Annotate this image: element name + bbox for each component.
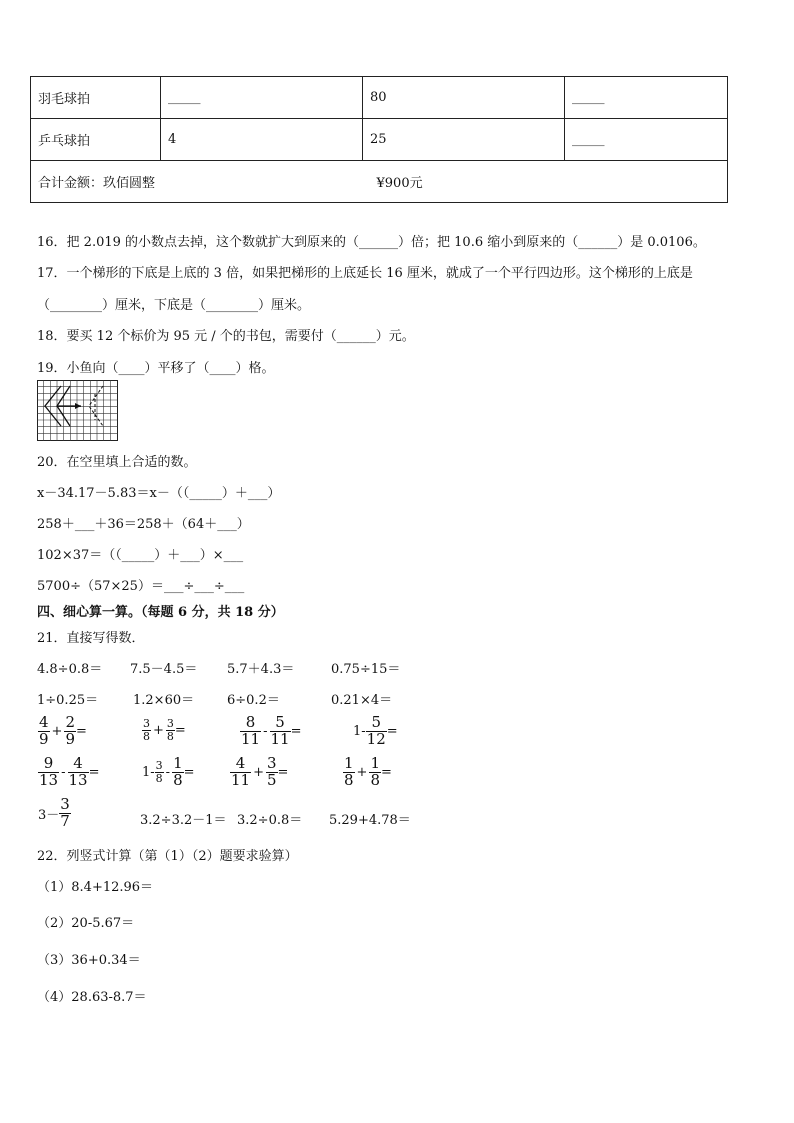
item-name: 羽毛球拍	[31, 77, 161, 119]
question-17-line1: 17．一个梯形的下底是上底的 3 倍，如果把梯形的上底延长 16 厘米，就成了一个平行四边形。这个梯形的上底是	[37, 266, 693, 281]
q22-item: （3）36+0.34＝	[37, 953, 141, 968]
item-name: 乒乓球拍	[31, 119, 161, 161]
fish-grid-figure	[37, 380, 119, 442]
calc-item: 3.2÷3.2－1＝	[140, 813, 227, 828]
fraction-calc: $\frac{9}{13}$ - $\frac{4}{13}$ =	[39, 754, 100, 789]
qty: 4	[161, 119, 363, 161]
total-label: 合计金额：玖佰圆整	[38, 176, 156, 191]
question-16: 16．把 2.019 的小数点去掉，这个数就扩大到原来的（______）倍；把 10.6 缩小到原来的（______）是 0.0106。	[37, 235, 706, 250]
table-row	[31, 119, 728, 161]
q22-item: （2）20-5.67＝	[37, 916, 135, 931]
calc-item: 6÷0.2＝	[227, 693, 280, 708]
total-value: ¥900元	[376, 176, 423, 191]
unit-price: 80	[363, 77, 565, 119]
q20-line3: 102×37＝（（_____）＋___）×___	[37, 548, 244, 563]
q20-line1: x－34.17－5.83＝x－（（_____）＋___）	[37, 486, 281, 501]
question-18: 18．要买 12 个标价为 95 元 / 个的书包，需要付（______）元。	[37, 329, 415, 344]
fraction-calc: 1- $\frac{5}{12}$ =	[353, 713, 398, 748]
fraction-calc: $\frac{8}{11}$ - $\frac{5}{11}$ =	[241, 713, 302, 748]
qty-blank[interactable]: _____	[161, 77, 363, 119]
total-blank[interactable]: _____	[565, 119, 728, 161]
calc-item: 1.2×60＝	[133, 693, 195, 708]
calc-item: 5.29+4.78＝	[329, 813, 411, 828]
q22-item: （4）28.63-8.7＝	[37, 990, 147, 1005]
section-4-title: 四、细心算一算。（每题 6 分，共 18 分）	[37, 605, 284, 620]
calc-item: 0.75÷15＝	[331, 662, 401, 677]
fraction-calc: $\frac{3}{8}$ + $\frac{3}{8}$ =	[143, 717, 186, 743]
table-row	[31, 77, 728, 119]
calc-item: 4.8÷0.8＝	[37, 662, 103, 677]
q22-item: （1）8.4+12.96＝	[37, 880, 154, 895]
question-19: 19．小鱼向（____）平移了（____）格。	[37, 361, 275, 376]
total-blank[interactable]: _____	[565, 77, 728, 119]
fraction-calc: $\frac{4}{11}$ + $\frac{3}{5}$ =	[231, 754, 289, 789]
question-20: 20．在空里填上合适的数。	[37, 455, 197, 470]
q20-line2: 258＋___＋36＝258＋（64＋___）	[37, 517, 250, 532]
fraction-calc: 1- $\frac{3}{8}$ - $\frac{1}{8}$ =	[142, 754, 195, 789]
q20-line4: 5700÷（57×25）＝___÷___÷___	[37, 579, 245, 594]
total-cell	[31, 161, 728, 203]
calc-item: 1÷0.25＝	[37, 693, 99, 708]
calc-item: 7.5－4.5＝	[130, 662, 198, 677]
question-17-line2: （________）厘米，下底是（________）厘米。	[37, 298, 311, 313]
question-21: 21．直接写得数．	[37, 631, 145, 646]
table-footer-row	[31, 161, 728, 203]
calc-item: 5.7＋4.3＝	[227, 662, 295, 677]
calc-item: 0.21×4＝	[331, 693, 393, 708]
unit-price: 25	[363, 119, 565, 161]
fraction-calc: 3－ $\frac{3}{7}$	[38, 795, 70, 830]
fraction-calc: $\frac{4}{9}$ + $\frac{2}{9}$ =	[39, 713, 87, 748]
question-22: 22．列竖式计算（第（1）（2）题要求验算）	[37, 849, 298, 864]
price-table	[30, 76, 728, 203]
fraction-calc: $\frac{1}{8}$ + $\frac{1}{8}$ =	[344, 754, 392, 789]
calc-item: 3.2÷0.8＝	[237, 813, 303, 828]
